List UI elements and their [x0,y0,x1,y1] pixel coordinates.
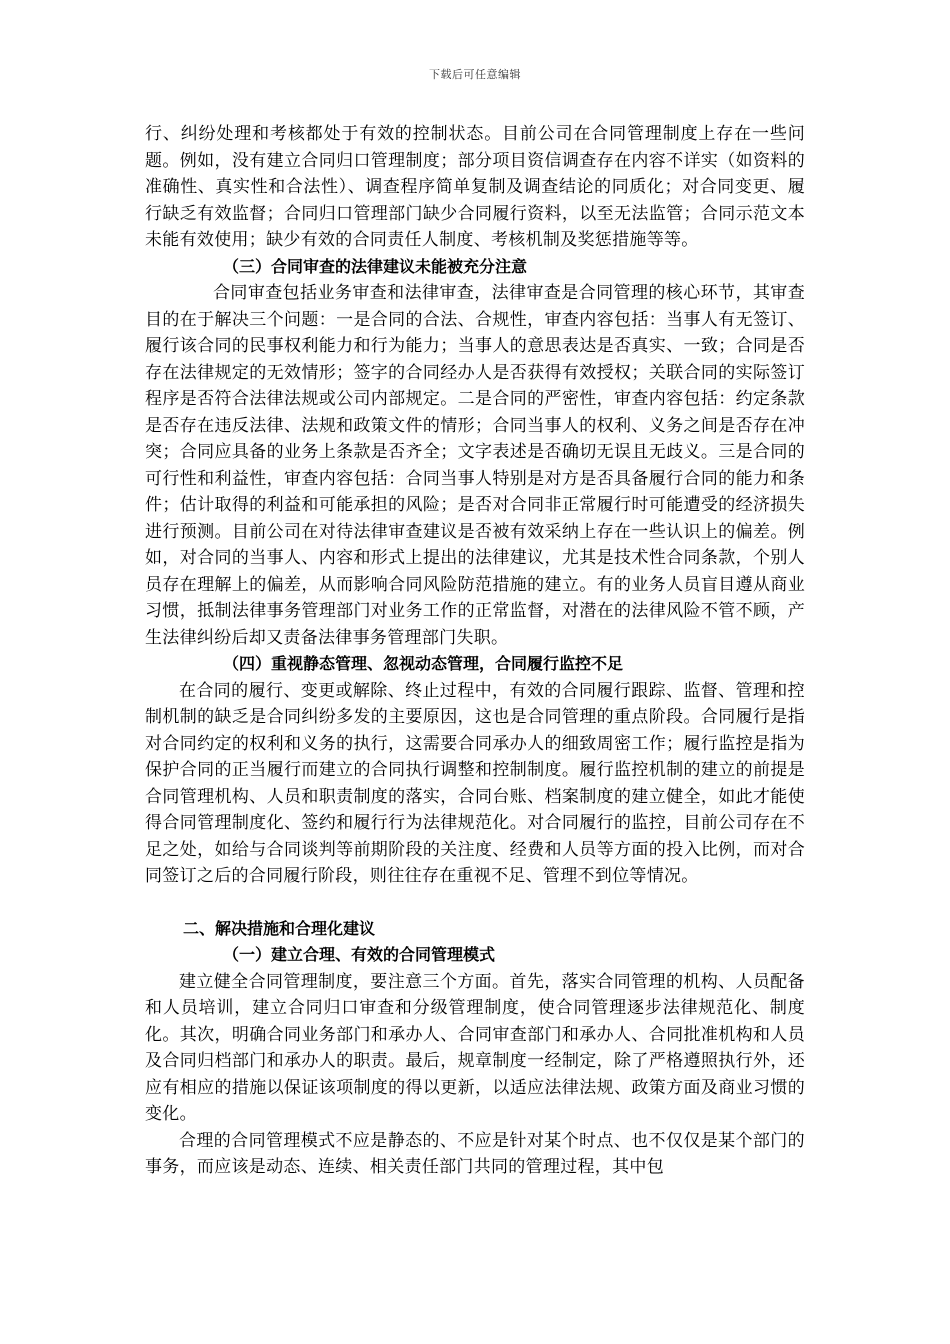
paragraph-management-system: 建立健全合同管理制度，要注意三个方面。首先，落实合同管理的机构、人员配备和人员培训，建立合同归口审查和分级管理制度，使合同管理逐步法律规范化、制度化。其次，明确合同业务部门和承办人、合同审查部门和承办人、合同批准机构和人员及合同归档部门和承办人的职责。最后，规章制度一经制定，除了严格遵照执行外，还应有相应的措施以保证该项制度的得以更新，以适应法律法规、政策方面及商业习惯的变化。 [145,971,805,1124]
paragraph-dynamic-management: 合理的合同管理模式不应是静态的、不应是针对某个时点、也不仅仅是某个部门的事务，而应该是动态、连续、相关责任部门共同的管理过程，其中包 [145,1130,805,1177]
section-heading-performance-monitoring: （四）重视静态管理、忽视动态管理，合同履行监控不足 [223,654,624,673]
chapter-heading-solutions: 二、解决措施和合理化建议 [183,918,376,938]
paragraph-performance-monitoring: 在合同的履行、变更或解除、终止过程中，有效的合同履行跟踪、监督、管理和控制机制的缺乏是合同纠纷多发的主要原因，这也是合同管理的重点阶段。合同履行是指对合同约定的权利和义务的执行，这需要合同承办人的细致周密工作；履行监控是指为保护合同的正当履行而建立的合同执行调整和控制制度。履行监控机制的建立的前提是合同管理机构、人员和职责制度的落实，合同台账、档案制度的建立健全，如此才能使得合同管理制度化、签约和履行行为法律规范化。对合同履行的监控，目前公司存在不足之处，如给与合同谈判等前期阶段的关注度、经费和人员等方面的投入比例，而对合同签订之后的合同履行阶段，则往往存在重视不足、管理不到位等情况。 [145,680,805,886]
section-heading-management-model: （一）建立合理、有效的合同管理模式 [223,945,496,964]
paragraph-management-issues: 行、纠纷处理和考核都处于有效的控制状态。目前公司在合同管理制度上存在一些问题。例如，没有建立合同归口管理制度；部分项目资信调查存在内容不详实（如资料的准确性、真实性和合法性）、调查程序简单复制及调查结论的同质化；对合同变更、履行缺乏有效监督；合同归口管理部门缺少合同履行资料，以至无法监管；合同示范文本未能有效使用；缺少有效的合同责任人制度、考核机制及奖惩措施等等。 [145,124,805,250]
document-body [145,121,805,1181]
paragraph-legal-review: 合同审查包括业务审查和法律审查，法律审查是合同管理的核心环节，其审查目的在于解决三个问题：一是合同的合法、合规性，审查内容包括：当事人有无签订、履行该合同的民事权利能力和行为能力；当事人的意思表达是否真实、一致；合同是否存在法律规定的无效情形；签字的合同经办人是否获得有效授权；关联合同的实际签订程序是否符合法律法规或公司内部规定。二是合同的严密性，审查内容包括：约定条款是否存在违反法律、法规和政策文件的情形；合同当事人的权利、义务之间是否存在冲突；合同应具备的业务上条款是否齐全；文字表述是否确切无误且无歧义。三是合同的可行性和利益性，审查内容包括：合同当事人特别是对方是否具备履行合同的能力和条件；估计取得的利益和可能承担的风险；是否对合同非正常履行时可能遭受的经济损失进行预测。目前公司在对待法律审查建议是否被有效采纳上存在一些认识上的偏差。例如，对合同的当事人、内容和形式上提出的法律建议，尤其是技术性合同条款，个别人员存在理解上的偏差，从而影响合同风险防范措施的建立。有的业务人员盲目遵从商业习惯，抵制法律事务管理部门对业务工作的正常监督，对潜在的法律风险不管不顾，产生法律纠纷后却又责备法律事务管理部门失职。 [145,283,805,648]
section-heading-legal-review: （三）合同审查的法律建议未能被充分注意 [223,256,528,276]
spacer [145,890,805,916]
page-header: 下载后可任意编辑 [429,68,521,81]
